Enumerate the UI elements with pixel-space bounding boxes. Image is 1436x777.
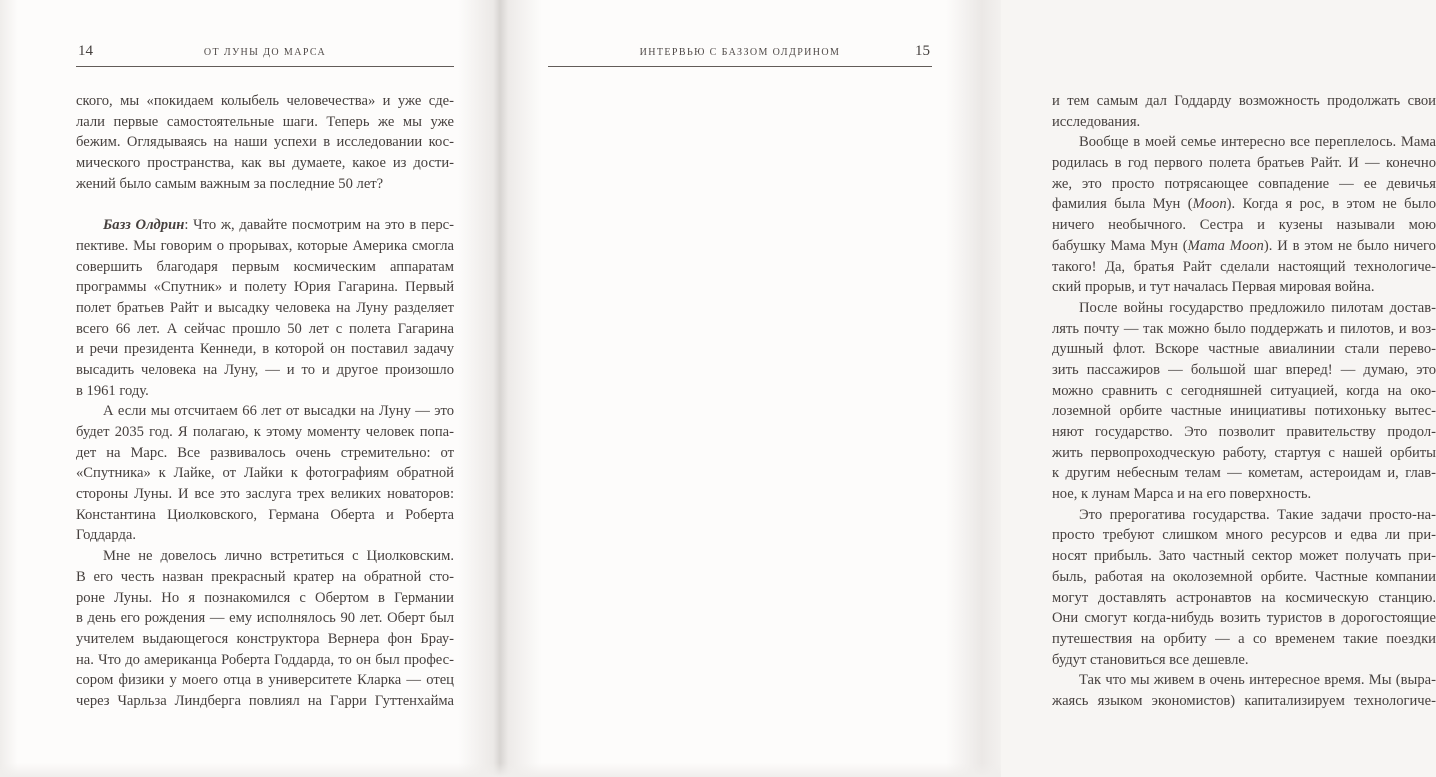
text-line: пективе. Мы говорим о прорывах, которые Америка смогла [76, 237, 454, 254]
text-line: «Спутника» к Лайке, от Лайки к фотографиям обратной [76, 465, 454, 482]
text-line: зить пассажиров — большой шаг вперед! — думаю, это [1052, 361, 1436, 378]
text-line: носят прибыль. Зато частный сектор может получать при- [1052, 548, 1436, 565]
text-line: ский прорыв, и тут началась Первая мировая война. [1052, 279, 1375, 296]
text-run: бабушку Мама Мун ( [1052, 237, 1188, 254]
text-line: просто требуют слишком много ресурсов и едва ли при- [1052, 527, 1436, 544]
right-page [504, 0, 1436, 777]
header-rule [548, 66, 932, 67]
text-line: Они смогут когда-нибудь возить туристов в дорогостоящие [1052, 610, 1436, 627]
text-run: фамилия была Мун ( [1052, 196, 1193, 213]
left-page [0, 0, 497, 777]
text-line: Так что мы живем в очень интересное время. Мы (выра- [1079, 672, 1436, 689]
text-line: будут становиться все дешевле. [1052, 651, 1249, 668]
right-page-header [548, 0, 932, 80]
text-line: будет 2035 год. Я полагаю, к этому моменту человек попа- [76, 424, 454, 440]
text-line: лять почту — так можно было поддержать и пилотов, и воз- [1052, 320, 1436, 337]
text-line: можно сравнить с сегодняшней ситуацией, когда на око- [1052, 382, 1436, 399]
text-line: Это прерогатива государства. Такие задачи просто-на- [1079, 506, 1436, 523]
text-run: ). Когда я рос, в этом не было [1226, 196, 1436, 213]
text-line: бежим. Оглядываясь на наши успехи в исследовании кос- [76, 134, 454, 151]
running-head: ИНТЕРВЬЮ С БАЗЗОМ ОЛДРИНОМ [639, 47, 841, 58]
text-line: родилась в год первого полета братьев Райт. И — конечно [1052, 155, 1436, 172]
text-run: ). И в этом не было ничего [1263, 237, 1436, 254]
text-line: лоземной орбите частные инициативы потихоньку вытес- [1052, 403, 1436, 420]
text-line: Годдарда. [76, 527, 137, 544]
text-line: стороны Луны. И все это заслуга трех великих новаторов: [76, 486, 454, 503]
text-run: Moon [1192, 196, 1227, 213]
paragraph [76, 91, 454, 194]
text-line: В его честь назван прекрасный кратер на обратной сто- [76, 568, 454, 585]
page-number: 15 [915, 43, 930, 59]
text-line: жений было самым важным за последние 50 лет? [76, 175, 384, 192]
running-head: ОТ ЛУНЫ ДО МАРСА [203, 47, 327, 58]
text-line: роне Луны. Но я познакомился с Обертом в Германии [76, 589, 454, 606]
paragraph [76, 546, 454, 712]
text-line: ное, к лунам Марса и на его поверхность. [1052, 486, 1312, 503]
text-line: душный флот. Вскоре частные авиалинии стали перево- [1052, 341, 1436, 358]
text-line: в 1961 году. [76, 382, 149, 399]
text-line: ничего необычного. Сестра и кузены называли мою [1052, 217, 1436, 234]
text-line: сором физики у моего отца в университете Кларка — отец [76, 672, 454, 689]
header-rule [76, 66, 454, 67]
text-line: мического пространства, как вы думаете, какое из дости- [76, 155, 454, 172]
text-line: высадить человека на Луну, — и то и другое произошло [76, 361, 454, 378]
paragraph [76, 215, 454, 401]
paragraph [1052, 298, 1436, 505]
text-line [76, 215, 454, 236]
left-page-body [76, 91, 454, 712]
text-line: всего 66 лет. А сейчас прошло 50 лет с полета Гагарина [76, 320, 454, 337]
text-line: Мне не довелось лично встретиться с Циолковским. [103, 548, 454, 565]
text-run: Базз Олдрин [103, 217, 185, 234]
text-line: ского, мы «покидаем колыбель человечества» и уже сде- [76, 93, 454, 109]
text-line: После войны государство предложило пилотам достав- [1079, 299, 1436, 316]
text-line: Константина Циолковского, Германа Оберта и Роберта [76, 506, 454, 523]
text-line: на. Что до американца Роберта Годдарда, то он был профес- [76, 651, 454, 668]
text-line: учителем выдающегося конструктора Вернера фон Брау- [76, 630, 454, 647]
text-line: и тем самым дал Годдарду возможность продолжать свои [1052, 93, 1436, 109]
text-line: через Чарльза Линдберга повлиял на Гарри Гуттенхайма [76, 692, 454, 709]
paragraph-gap [76, 194, 454, 215]
text-line: путешествия на орбиту — а со временем такие поездки [1052, 630, 1436, 647]
text-line: в день его рождения — ему исполнялось 90 лет. Оберт был [76, 610, 454, 627]
text-line: могут доставлять астронавтов на космическую станцию. [1052, 589, 1436, 606]
text-line: быль, работая на околоземной орбите. Частные компании [1052, 568, 1436, 585]
paragraph [1052, 505, 1436, 671]
text-run: Mama Moon [1187, 237, 1264, 254]
text-line: к другим небесным телам — кометам, астероидам и, глав- [1052, 465, 1436, 482]
text-line: дет на Марс. Все развивалось очень стремительно: от [76, 444, 454, 461]
text-line: такого! Да, братья Райт сделали настоящий технологиче- [1052, 258, 1436, 275]
paragraph [76, 401, 454, 546]
text-line: жаясь языком экономистов) капитализируем технологиче- [1052, 692, 1436, 709]
text-line: Вообще в моей семье интересно все переплелось. Мама [1079, 134, 1436, 151]
text-line: жить первопроходческую работу, стартуя с нашей орбиты [1052, 444, 1436, 461]
text-line: программы «Спутник» и полету Юрия Гагарина. Первый [76, 279, 454, 296]
text-line: няют государство. Это позволит правительству продол- [1052, 424, 1436, 440]
paragraph [1052, 670, 1436, 711]
text-line: же, это просто потрясающее совпадение — ее девичья [1052, 175, 1436, 192]
text-line: А если мы отсчитаем 66 лет от высадки на Луну — это [103, 403, 454, 420]
paragraph [1052, 132, 1436, 298]
text-line: совершить благодаря первым космическим аппаратам [76, 258, 454, 275]
paragraph [1052, 91, 1436, 132]
text-line [1052, 194, 1436, 215]
text-line: полет братьев Райт и высадку человека на Луну разделяет [76, 299, 454, 316]
text-line: и речи президента Кеннеди, в которой он поставил задачу [76, 341, 454, 358]
page-number: 14 [78, 43, 93, 59]
text-line [1052, 236, 1436, 257]
text-line: исследования. [1052, 113, 1141, 130]
left-page-header [76, 0, 454, 80]
text-run: : Что ж, давайте посмотрим на это в перс- [184, 217, 455, 234]
text-line: лали первые самостоятельные шаги. Теперь же мы уже [76, 113, 454, 130]
right-page-body [1052, 91, 1436, 712]
